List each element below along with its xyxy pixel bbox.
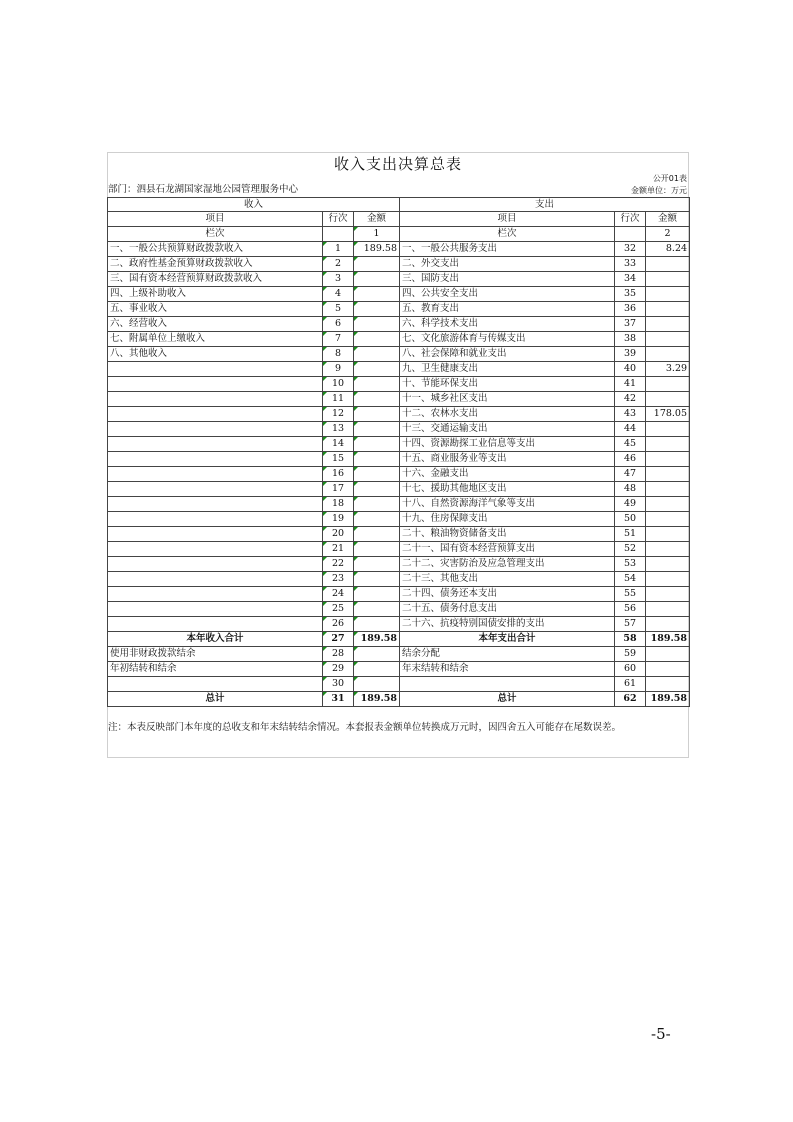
expense-row-no: 60 — [615, 662, 646, 677]
income-row-no: 15 — [323, 452, 354, 467]
table-row — [108, 332, 690, 347]
expense-item: 十一、城乡社区支出 — [400, 392, 615, 407]
expense-amount — [646, 452, 690, 467]
income-item — [108, 467, 323, 482]
income-item — [108, 527, 323, 542]
expense-item: 总计 — [400, 692, 615, 707]
expense-item: 六、科学技术支出 — [400, 317, 615, 332]
expense-row-no: 57 — [615, 617, 646, 632]
expense-item: 二、外交支出 — [400, 257, 615, 272]
expense-row-no: 61 — [615, 677, 646, 692]
income-amount — [354, 377, 400, 392]
income-row-no: 19 — [323, 512, 354, 527]
expense-item: 十二、农林水支出 — [400, 407, 615, 422]
income-item: 六、经营收入 — [108, 317, 323, 332]
income-item: 五、事业收入 — [108, 302, 323, 317]
expense-item: 十、节能环保支出 — [400, 377, 615, 392]
income-amount: 189.58 — [354, 632, 400, 647]
income-item — [108, 392, 323, 407]
expense-amount — [646, 302, 690, 317]
expense-amount — [646, 422, 690, 437]
income-row-no: 26 — [323, 617, 354, 632]
income-amount — [354, 407, 400, 422]
income-amount — [354, 422, 400, 437]
expense-item: 八、社会保障和就业支出 — [400, 347, 615, 362]
page-number: -5- — [651, 1025, 671, 1043]
income-row-no: 31 — [323, 692, 354, 707]
income-row-no: 11 — [323, 392, 354, 407]
table-row — [108, 617, 690, 632]
expense-row-no: 44 — [615, 422, 646, 437]
income-amount — [354, 332, 400, 347]
income-row-no: 14 — [323, 437, 354, 452]
expense-section-header: 支出 — [400, 198, 690, 212]
expense-row-no: 32 — [615, 242, 646, 257]
income-amount — [354, 677, 400, 692]
table-row — [108, 527, 690, 542]
expense-item-header: 项目 — [400, 212, 615, 227]
expense-amount — [646, 272, 690, 287]
income-item — [108, 617, 323, 632]
income-section-header: 收入 — [108, 198, 400, 212]
expense-amount — [646, 617, 690, 632]
income-amount — [354, 452, 400, 467]
expense-item: 三、国防支出 — [400, 272, 615, 287]
income-amount — [354, 647, 400, 662]
expense-item: 二十一、国有资本经营预算支出 — [400, 542, 615, 557]
expense-row-no: 50 — [615, 512, 646, 527]
income-item: 本年收入合计 — [108, 632, 323, 647]
table-row — [108, 572, 690, 587]
income-row-no: 28 — [323, 647, 354, 662]
expense-item: 二十、粮油物资储备支出 — [400, 527, 615, 542]
expense-amount — [646, 497, 690, 512]
income-item — [108, 542, 323, 557]
expense-amount — [646, 332, 690, 347]
income-amount — [354, 302, 400, 317]
income-item: 八、其他收入 — [108, 347, 323, 362]
expense-item: 二十二、灾害防治及应急管理支出 — [400, 557, 615, 572]
expense-item: 十四、资源勘探工业信息等支出 — [400, 437, 615, 452]
income-row-no: 9 — [323, 362, 354, 377]
expense-amount: 178.05 — [646, 407, 690, 422]
income-item — [108, 602, 323, 617]
expense-row-no: 38 — [615, 332, 646, 347]
income-amount — [354, 662, 400, 677]
income-item — [108, 482, 323, 497]
expense-row-no: 45 — [615, 437, 646, 452]
income-amount — [354, 362, 400, 377]
table-row — [108, 407, 690, 422]
table-row — [108, 452, 690, 467]
income-row-no: 5 — [323, 302, 354, 317]
expense-amount: 8.24 — [646, 242, 690, 257]
table-row — [108, 497, 690, 512]
table-row — [108, 647, 690, 662]
expense-amount — [646, 287, 690, 302]
income-row-no: 17 — [323, 482, 354, 497]
expense-amount — [646, 437, 690, 452]
income-item — [108, 422, 323, 437]
expense-row-no: 56 — [615, 602, 646, 617]
expense-item: 五、教育支出 — [400, 302, 615, 317]
expense-row-no: 43 — [615, 407, 646, 422]
expense-row-no: 39 — [615, 347, 646, 362]
table-row — [108, 317, 690, 332]
income-item: 二、政府性基金预算财政拨款收入 — [108, 257, 323, 272]
expense-row-no: 36 — [615, 302, 646, 317]
table-row — [108, 302, 690, 317]
expense-row-no: 47 — [615, 467, 646, 482]
income-amount — [354, 317, 400, 332]
income-row-no: 20 — [323, 527, 354, 542]
expense-amount — [646, 317, 690, 332]
expense-amount — [646, 542, 690, 557]
table-row — [108, 287, 690, 302]
income-amount — [354, 467, 400, 482]
expense-item: 结余分配 — [400, 647, 615, 662]
income-item — [108, 437, 323, 452]
income-row-no: 27 — [323, 632, 354, 647]
subtotal-row — [108, 632, 690, 647]
table-row — [108, 677, 690, 692]
expense-item: 十七、援助其他地区支出 — [400, 482, 615, 497]
expense-row-no: 37 — [615, 317, 646, 332]
expense-item: 二十五、债务付息支出 — [400, 602, 615, 617]
table-row — [108, 242, 690, 257]
income-item: 一、一般公共预算财政拨款收入 — [108, 242, 323, 257]
expense-amount — [646, 602, 690, 617]
expense-amount — [646, 512, 690, 527]
expense-item: 七、文化旅游体育与传媒支出 — [400, 332, 615, 347]
form-number: 公开01表 — [652, 174, 687, 183]
expense-amount: 189.58 — [646, 692, 690, 707]
income-item-header: 项目 — [108, 212, 323, 227]
income-column-index: 1 — [354, 227, 400, 242]
table-row — [108, 392, 690, 407]
expense-item: 二十四、债务还本支出 — [400, 587, 615, 602]
expense-amount — [646, 527, 690, 542]
expense-item: 二十三、其他支出 — [400, 572, 615, 587]
table-row — [108, 377, 690, 392]
expense-amount-header: 金额 — [646, 212, 690, 227]
income-row-no: 29 — [323, 662, 354, 677]
income-amount — [354, 602, 400, 617]
income-amount — [354, 557, 400, 572]
income-row-no: 16 — [323, 467, 354, 482]
expense-row-no: 48 — [615, 482, 646, 497]
expense-item: 九、卫生健康支出 — [400, 362, 615, 377]
income-row-no-header: 行次 — [323, 212, 354, 227]
income-row-no: 24 — [323, 587, 354, 602]
expense-item: 十九、住房保障支出 — [400, 512, 615, 527]
expense-row-no: 58 — [615, 632, 646, 647]
expense-amount — [646, 587, 690, 602]
expense-row-no-header: 行次 — [615, 212, 646, 227]
expense-amount — [646, 677, 690, 692]
table-row — [108, 512, 690, 527]
income-row-no: 12 — [323, 407, 354, 422]
income-row-no: 25 — [323, 602, 354, 617]
income-item: 三、国有资本经营预算财政拨款收入 — [108, 272, 323, 287]
expense-amount — [646, 347, 690, 362]
income-item — [108, 587, 323, 602]
footnote: 注：本表反映部门本年度的总收支和年末结转结余情况。本套报表金额单位转换成万元时，因四舍五入可能存在尾数误差。 — [108, 722, 622, 733]
table-row — [108, 257, 690, 272]
expense-amount: 189.58 — [646, 632, 690, 647]
total-row — [108, 692, 690, 707]
income-item — [108, 512, 323, 527]
expense-item: 十五、商业服务业等支出 — [400, 452, 615, 467]
income-row-no: 13 — [323, 422, 354, 437]
expense-row-no: 54 — [615, 572, 646, 587]
income-column-order-label: 栏次 — [108, 227, 323, 242]
section-header-row — [108, 198, 690, 212]
expense-row-no: 41 — [615, 377, 646, 392]
table-title: 收入支出决算总表 — [333, 155, 462, 173]
table-row — [108, 467, 690, 482]
expense-row-no: 53 — [615, 557, 646, 572]
expense-amount — [646, 482, 690, 497]
table-row — [108, 587, 690, 602]
income-item: 年初结转和结余 — [108, 662, 323, 677]
income-row-no: 7 — [323, 332, 354, 347]
income-amount — [354, 272, 400, 287]
income-amount-header: 金额 — [354, 212, 400, 227]
income-amount — [354, 392, 400, 407]
expense-amount — [646, 557, 690, 572]
table-row — [108, 557, 690, 572]
table-row — [108, 662, 690, 677]
income-row-no: 8 — [323, 347, 354, 362]
expense-row-no: 55 — [615, 587, 646, 602]
income-amount: 189.58 — [354, 242, 400, 257]
income-item — [108, 572, 323, 587]
income-row-no: 18 — [323, 497, 354, 512]
income-amount — [354, 482, 400, 497]
expense-amount — [646, 467, 690, 482]
expense-column-order-label: 栏次 — [400, 227, 615, 242]
table-row — [108, 362, 690, 377]
income-item — [108, 677, 323, 692]
income-item — [108, 497, 323, 512]
expense-amount — [646, 392, 690, 407]
income-item — [108, 377, 323, 392]
income-amount — [354, 587, 400, 602]
expense-item: 四、公共安全支出 — [400, 287, 615, 302]
table-row — [108, 437, 690, 452]
expense-amount — [646, 257, 690, 272]
income-row-no: 6 — [323, 317, 354, 332]
table-row — [108, 272, 690, 287]
income-amount — [354, 347, 400, 362]
income-amount — [354, 617, 400, 632]
income-item: 四、上级补助收入 — [108, 287, 323, 302]
expense-amount — [646, 572, 690, 587]
table-row — [108, 602, 690, 617]
column-header-row — [108, 212, 690, 227]
income-amount — [354, 257, 400, 272]
income-row-no: 4 — [323, 287, 354, 302]
expense-row-no: 33 — [615, 257, 646, 272]
income-amount — [354, 542, 400, 557]
income-row-no: 10 — [323, 377, 354, 392]
income-item — [108, 362, 323, 377]
expense-item: 二十六、抗疫特别国债安排的支出 — [400, 617, 615, 632]
income-item: 总计 — [108, 692, 323, 707]
expense-item: 年末结转和结余 — [400, 662, 615, 677]
income-row-no: 22 — [323, 557, 354, 572]
income-column-order-blank — [323, 227, 354, 242]
table-row — [108, 347, 690, 362]
income-expense-table — [107, 197, 690, 707]
income-item: 使用非财政拨款结余 — [108, 647, 323, 662]
expense-item: 十八、自然资源海洋气象等支出 — [400, 497, 615, 512]
expense-row-no: 59 — [615, 647, 646, 662]
expense-row-no: 42 — [615, 392, 646, 407]
income-amount — [354, 497, 400, 512]
income-amount — [354, 287, 400, 302]
income-row-no: 2 — [323, 257, 354, 272]
expense-item: 十三、交通运输支出 — [400, 422, 615, 437]
income-row-no: 3 — [323, 272, 354, 287]
income-amount — [354, 512, 400, 527]
expense-row-no: 34 — [615, 272, 646, 287]
expense-row-no: 35 — [615, 287, 646, 302]
expense-amount — [646, 377, 690, 392]
income-item — [108, 452, 323, 467]
income-item — [108, 557, 323, 572]
income-amount — [354, 572, 400, 587]
table-row — [108, 422, 690, 437]
income-item — [108, 407, 323, 422]
expense-row-no: 52 — [615, 542, 646, 557]
expense-item: 十六、金融支出 — [400, 467, 615, 482]
expense-row-no: 51 — [615, 527, 646, 542]
expense-amount — [646, 647, 690, 662]
table-row — [108, 542, 690, 557]
expense-row-no: 49 — [615, 497, 646, 512]
department-label: 部门：泗县石龙湖国家湿地公园管理服务中心 — [108, 184, 299, 195]
expense-item: 一、一般公共服务支出 — [400, 242, 615, 257]
expense-item: 本年支出合计 — [400, 632, 615, 647]
expense-row-no: 62 — [615, 692, 646, 707]
income-row-no: 1 — [323, 242, 354, 257]
table-row — [108, 482, 690, 497]
income-row-no: 23 — [323, 572, 354, 587]
expense-column-index: 2 — [646, 227, 690, 242]
column-order-row — [108, 227, 690, 242]
income-amount — [354, 437, 400, 452]
income-row-no: 21 — [323, 542, 354, 557]
income-amount — [354, 527, 400, 542]
expense-row-no: 40 — [615, 362, 646, 377]
expense-column-order-blank — [615, 227, 646, 242]
income-item: 七、附属单位上缴收入 — [108, 332, 323, 347]
expense-amount: 3.29 — [646, 362, 690, 377]
expense-row-no: 46 — [615, 452, 646, 467]
income-row-no: 30 — [323, 677, 354, 692]
expense-amount — [646, 662, 690, 677]
expense-item — [400, 677, 615, 692]
income-amount: 189.58 — [354, 692, 400, 707]
amount-unit: 金额单位：万元 — [631, 186, 687, 195]
